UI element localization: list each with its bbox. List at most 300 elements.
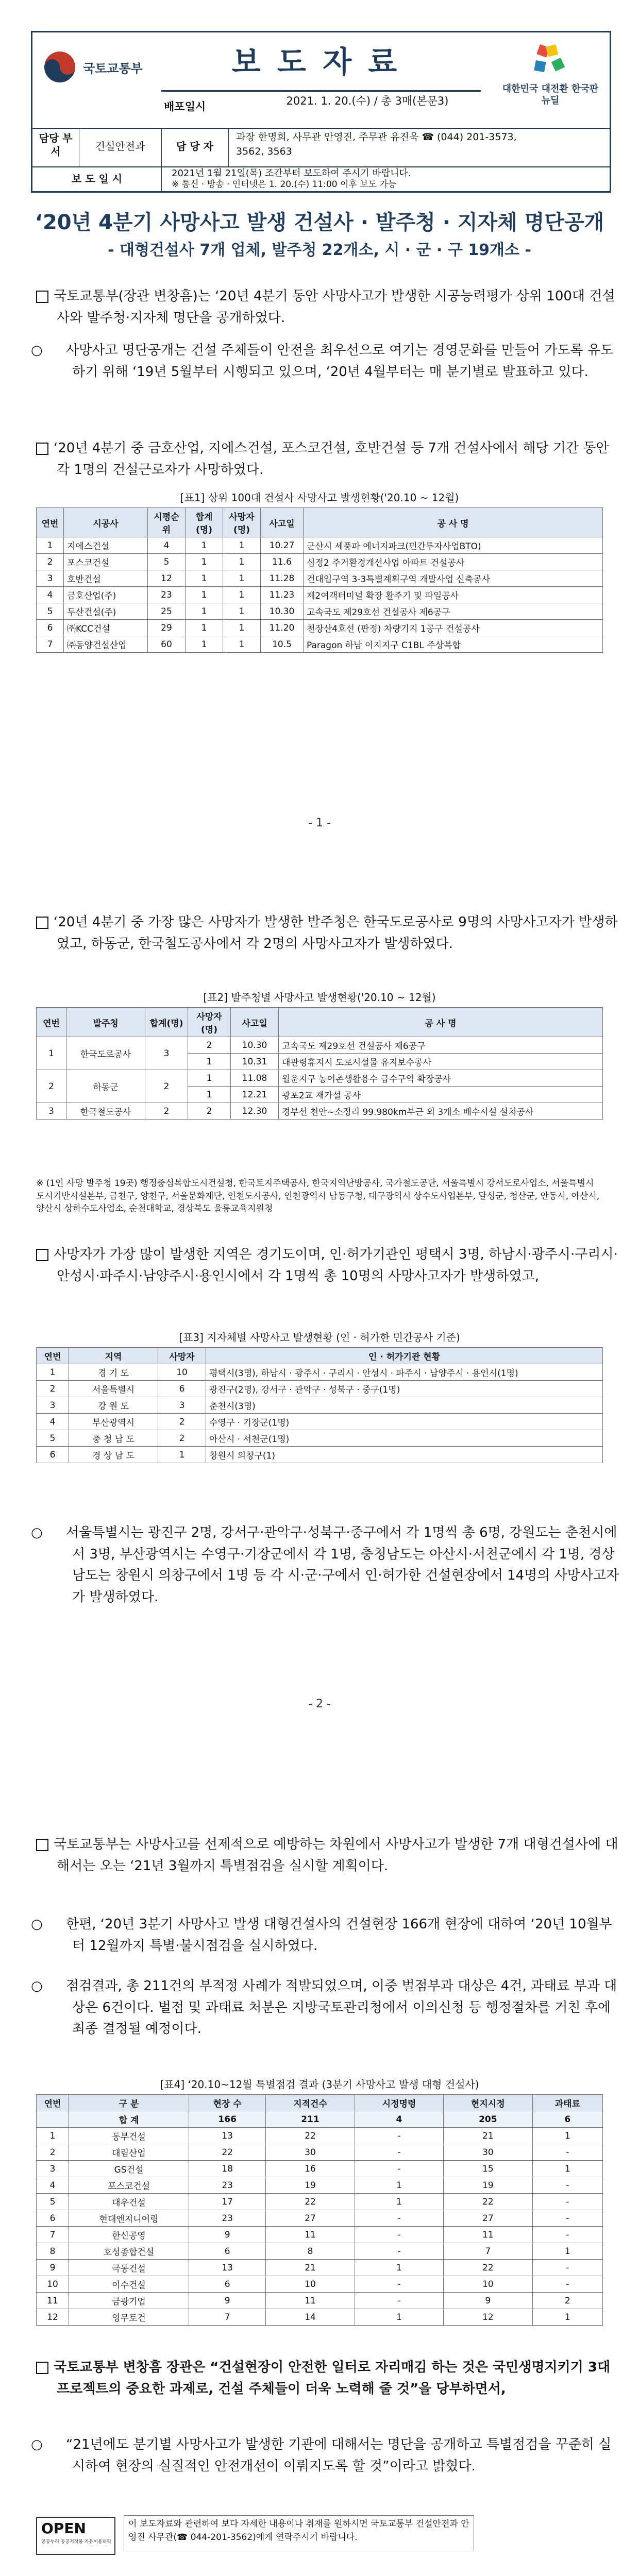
table-cell: 19	[444, 2177, 532, 2194]
table-cell: 포스코건설	[64, 554, 148, 570]
table3-block	[36, 1329, 603, 1463]
table-cell: 11	[37, 2293, 69, 2309]
table-cell: -	[355, 2293, 443, 2309]
table-cell: Paragon 하남 이지지구 C1BL 주상복합	[304, 636, 603, 653]
table-cell: 6	[37, 620, 64, 636]
paragraph-5a: ○ 한편, ‘20년 3분기 사망사고 발생 대형건설사의 건설현장 166개 현장에 대하여 ‘20년 10월부터 12월까지 특별·불시점검을 실시하였다.	[52, 1914, 624, 1957]
table-cell: 3	[37, 1397, 69, 1414]
table-cell: 경 기 도	[69, 1364, 158, 1381]
table-cell: 6	[37, 2210, 69, 2227]
table-cell: 호성종합건설	[69, 2243, 189, 2260]
table1-header: 시평순위	[148, 508, 186, 537]
table-cell: 금호산업(주)	[64, 587, 148, 603]
embargo-note: ※ 통신 · 방송 · 인터넷은 1. 20.(수) 11:00 이후 보도 가능	[172, 179, 397, 190]
table-cell: 16	[266, 2161, 355, 2177]
table-cell: 충 청 남 도	[69, 1430, 158, 1447]
table-cell: 대관령휴지시 도로시설물 유지보수공사	[279, 1054, 603, 1070]
square-bullet-icon	[36, 2362, 48, 2374]
distribution-label: 배포일시	[164, 100, 206, 113]
new-deal-text: 대한민국 대전환 한국판뉴딜	[502, 83, 599, 107]
table4	[36, 2094, 603, 2326]
table-cell: 두산건설(주)	[64, 603, 148, 620]
table-row	[37, 1364, 603, 1381]
table-cell: 1	[532, 2243, 602, 2260]
table4-caption: [표4] ‘20.10~12월 특별점검 결과 (3분기 사망사고 발생 대형 건설사)	[160, 2078, 479, 2091]
table-cell: 10	[266, 2276, 355, 2293]
table-row	[37, 2177, 603, 2194]
table4-header-row	[37, 2095, 603, 2111]
table4-header: 구 분	[69, 2095, 189, 2111]
table-cell: 2	[188, 1103, 231, 1120]
paragraph-5b: ○ 점검결과, 총 211건의 부적정 사례가 적발되었으며, 이중 벌점부과 대상은 4건, 과태료 부과 대상은 6건이다. 벌점 및 과태료 처분은 지방국토관리청에서 이의신청 등 행정절차를 거친 후에 최종 결정될 예정이다.	[52, 1976, 624, 2040]
table-cell: 19	[266, 2177, 355, 2194]
table-cell: 11	[444, 2227, 532, 2243]
table3-caption: [표3] 지자체별 사망사고 발생현황 (인 · 허가한 민간공사 기준)	[179, 1331, 460, 1344]
table-cell: 12	[444, 2309, 532, 2326]
table-cell: 부산광역시	[69, 1414, 158, 1430]
table-cell: 6	[158, 1381, 206, 1397]
table-cell: 한국도로공사	[66, 1037, 145, 1070]
table-cell: -	[532, 2276, 602, 2293]
table-cell: 10.30	[231, 1037, 279, 1054]
open-badge-sub: 공공누리 공공저작물 자유이용허락	[41, 2539, 112, 2545]
table-cell: GS건설	[69, 2161, 189, 2177]
table-cell	[37, 2111, 69, 2128]
table-cell: 22	[266, 2128, 355, 2144]
table-cell: -	[532, 2177, 602, 2194]
contact-notice: 이 보도자료와 관련하여 보다 자세한 내용이나 취재를 원하시면 국토교통부 건설안전과 안영진 사무관(☎ 044-201-3562)에게 연락주시기 바랍니다.	[124, 2515, 474, 2551]
table4-header: 현장 수	[189, 2095, 266, 2111]
table1-header: 합계(명)	[186, 508, 223, 537]
table-row	[37, 1037, 603, 1054]
table-row	[37, 2243, 603, 2260]
table-cell: 1	[186, 603, 223, 620]
table-cell: 1	[188, 1087, 231, 1103]
table-cell: 2	[145, 1070, 188, 1103]
table-cell: -	[532, 2227, 602, 2243]
table-cell: 11.28	[261, 570, 304, 587]
table-cell: 17	[189, 2194, 266, 2210]
table4-block	[36, 2076, 603, 2326]
table-cell: 1	[188, 1070, 231, 1087]
table-cell: 1	[223, 636, 261, 653]
table-cell: 경부선 천안~소정리 99.980km부근 외 3개소 배수시설 설치공사	[279, 1103, 603, 1120]
table-cell: 평택시(3명), 하남시 · 광주시 · 구리시 · 안성시 · 파주시 · 남양주시 · 용인시(1명)	[206, 1364, 603, 1381]
table3-header: 인 · 허가기관 현황	[206, 1348, 603, 1364]
table-row	[37, 2210, 603, 2227]
table-cell: -	[532, 2210, 602, 2227]
table1-header: 시공사	[64, 508, 148, 537]
table-cell: 1	[223, 620, 261, 636]
table-cell: 22	[444, 2194, 532, 2210]
table1-header-row	[37, 508, 603, 537]
table-cell: 9	[189, 2227, 266, 2243]
table2-caption: [표2] 발주청별 사망사고 발생현황('20.10 ~ 12월)	[203, 991, 436, 1004]
paragraph-3: ‘20년 4분기 중 가장 많은 사망자가 발생한 발주청은 한국도로공사로 9명의 사망사고자가 발생하였고, 하동군, 한국철도공사에서 각 2명의 사망사고자가 발생하였다.	[36, 912, 624, 955]
table-cell: 6	[189, 2276, 266, 2293]
table-cell: 1	[188, 1054, 231, 1070]
table-cell: 11	[266, 2227, 355, 2243]
table-cell: 10.31	[231, 1054, 279, 1070]
table-cell: 1	[355, 2194, 443, 2210]
table4-header: 시정명령	[355, 2095, 443, 2111]
table-cell: 2	[37, 1381, 69, 1397]
table-cell: 극동건설	[69, 2260, 189, 2276]
table-row	[37, 1447, 603, 1463]
table-cell: 1	[186, 537, 223, 554]
paragraph-1: 국토교통부(장관 변창흠)는 ‘20년 4분기 동안 사망사고가 발생한 시공능력평가 상위 100대 건설사와 발주청·지자체 명단을 공개하였다.	[36, 286, 624, 329]
table-cell: 고속국도 제29호선 건설공사 제6공구	[304, 603, 603, 620]
table-cell: 현대엔지니어링	[69, 2210, 189, 2227]
table-cell: 8	[37, 2243, 69, 2260]
table-cell: 2	[188, 1037, 231, 1054]
table-cell: 1	[186, 636, 223, 653]
paragraph-4: 사망자가 가장 많이 발생한 지역은 경기도이며, 인·허가기관인 평택시 3명, 하남시·광주시·구리시·안성시·파주시·남양주시·용인시에서 각 1명씩 총 10명의 사망사고자가 발생하였고,	[36, 1244, 624, 1287]
table-cell: 6	[37, 1447, 69, 1463]
table-cell: 1	[158, 1447, 206, 1463]
table1	[36, 507, 603, 653]
table-cell: 12.21	[231, 1087, 279, 1103]
press-title: 보 도 자 료	[231, 44, 400, 79]
table-cell: 12	[148, 570, 186, 587]
square-bullet-icon	[36, 917, 48, 929]
table-cell: -	[355, 2243, 443, 2260]
table-cell: -	[355, 2128, 443, 2144]
table-cell: 22	[266, 2194, 355, 2210]
table-cell: 14	[266, 2309, 355, 2326]
paragraph-1a: ○ 사망사고 명단공개는 건설 주체들이 안전을 최우선으로 여기는 경영문화를 만들어 가도록 유도하기 위해 ‘19년 5월부터 시행되고 있으며, ‘20년 4월부터는 매 분기별로 발표하고 있다.	[52, 340, 624, 383]
table-cell: 13	[189, 2260, 266, 2276]
table-cell: 아산시 · 서천군(1명)	[206, 1430, 603, 1447]
table-row	[37, 1103, 603, 1120]
table-cell: 건대입구역 3-3특별계획구역 개발사업 신축공사	[304, 570, 603, 587]
table-cell: 211	[266, 2111, 355, 2128]
table-cell: 27	[444, 2210, 532, 2227]
table-row	[37, 587, 603, 603]
table-cell: 1	[355, 2177, 443, 2194]
table-cell: 3	[145, 1037, 188, 1070]
table-cell: 심정2 주거환경개선사업 아파트 건설공사	[304, 554, 603, 570]
table1-header: 사고일	[261, 508, 304, 537]
table-cell: 한신공영	[69, 2227, 189, 2243]
ministry-logo	[42, 44, 160, 90]
ministry-emblem-icon	[42, 49, 78, 85]
table-cell: 천장산4호선 (판정) 차량기지 1공구 건설공사	[304, 620, 603, 636]
dept-label: 담당 부서	[39, 132, 73, 158]
table-cell: 1	[37, 1364, 69, 1381]
table-cell: 11.6	[261, 554, 304, 570]
table-cell: 금광기업	[69, 2293, 189, 2309]
table-cell: 5	[37, 1430, 69, 1447]
table-cell: 30	[444, 2144, 532, 2161]
circle-bullet-icon: ○	[31, 1525, 43, 1540]
square-bullet-icon	[36, 291, 48, 303]
table-cell: 60	[148, 636, 186, 653]
table-cell: 호반건설	[64, 570, 148, 587]
table-cell: 광진구(2명), 강서구 · 관악구 · 성북구 · 중구(1명)	[206, 1381, 603, 1397]
table-cell: -	[355, 2161, 443, 2177]
table-cell: 25	[148, 603, 186, 620]
table2	[36, 1007, 603, 1120]
table-cell: 10	[158, 1364, 206, 1381]
table-cell: 10	[37, 2276, 69, 2293]
table-cell: 10	[444, 2276, 532, 2293]
table-cell: 3	[37, 1103, 66, 1120]
staff-value: 과장 한명희, 사무관 안영진, 주무관 유진욱 ☎ (044) 201-3573, 3562, 3563	[236, 131, 517, 157]
table-cell: 지에스건설	[64, 537, 148, 554]
circle-bullet-icon: ○	[31, 2437, 43, 2452]
paragraph-6: 국토교통부 변창흠 장관은 “건설현장이 안전한 일터로 자리매김 하는 것은 국민생명지키기 3대 프로젝트의 중요한 과제로, 건설 주체들이 더욱 노력해 줄 것”을 당부하면서,	[36, 2357, 624, 2400]
table-cell: 강 원 도	[69, 1397, 158, 1414]
table-cell: 6	[189, 2243, 266, 2260]
table-row	[37, 1070, 603, 1087]
table3-header-row	[37, 1348, 603, 1364]
table-cell: 2	[158, 1430, 206, 1447]
table-cell: 5	[148, 554, 186, 570]
table-cell: 1	[223, 537, 261, 554]
table-cell: 군산시 세풍파 에너지파크(민간투자사업BTO)	[304, 537, 603, 554]
table1-header: 연번	[37, 508, 64, 537]
table-cell: 1	[186, 620, 223, 636]
table-cell: 22	[189, 2144, 266, 2161]
table4-header: 지적건수	[266, 2095, 355, 2111]
table-cell: 4	[37, 587, 64, 603]
table2-header-row	[37, 1008, 603, 1037]
table-cell: 1	[223, 570, 261, 587]
table-cell: -	[355, 2227, 443, 2243]
table2-header: 공 사 명	[279, 1008, 603, 1037]
embargo-value: 2021년 1월 21일(목) 조간부터 보도하여 주시기 바랍니다.	[172, 168, 411, 179]
table-cell: -	[532, 2260, 602, 2276]
table-cell: -	[355, 2276, 443, 2293]
table2-header: 합계(명)	[145, 1008, 188, 1037]
table-cell: 4	[37, 2177, 69, 2194]
table-cell: 21	[266, 2260, 355, 2276]
table-cell: 7	[444, 2243, 532, 2260]
table-cell: 합 계	[69, 2111, 189, 2128]
table1-header: 공 사 명	[304, 508, 603, 537]
table-cell: 15	[444, 2161, 532, 2177]
table-cell: 7	[37, 636, 64, 653]
table4-total-row	[37, 2111, 603, 2128]
table-cell: 11.23	[261, 587, 304, 603]
table-cell: -	[355, 2210, 443, 2227]
staff-label: 담 당 자	[176, 140, 213, 152]
table-cell: 3	[37, 570, 64, 587]
ministry-name: 국토교통부	[83, 61, 143, 76]
table-row	[37, 1430, 603, 1447]
paragraph-6a: ○ “21년에도 분기별 사망사고가 발생한 기관에 대해서는 명단을 공개하고 특별점검을 꾸준히 실시하여 현장의 실질적인 안전개선이 이뤄지도록 할 것”이라고 밝혔다.	[52, 2434, 624, 2477]
table-cell: 166	[189, 2111, 266, 2128]
table-cell: 2	[532, 2293, 602, 2309]
table-cell: 7	[37, 2227, 69, 2243]
table-cell: 10.30	[261, 603, 304, 620]
table-cell: 2	[37, 2144, 69, 2161]
paragraph-5: 국토교통부는 사망사고를 선제적으로 예방하는 차원에서 사망사고가 발생한 7개 대형건설사에 대해서는 오는 ‘21년 3월까지 특별점검을 실시할 계획이다.	[36, 1834, 624, 1877]
page-number: - 2 -	[308, 1698, 331, 1710]
press-header	[31, 31, 611, 193]
table-cell: 수영구 · 기장군(1명)	[206, 1414, 603, 1430]
table-cell: 3	[37, 2161, 69, 2177]
table-row	[37, 2144, 603, 2161]
table-cell: 9	[189, 2293, 266, 2309]
table-cell: 1	[532, 2161, 602, 2177]
table-cell: 30	[266, 2144, 355, 2161]
table-cell: 2	[37, 554, 64, 570]
table-cell: 영무토건	[69, 2309, 189, 2326]
table-cell: 2	[158, 1414, 206, 1430]
note-1: ※ (1인 사망 발주청 19곳) 행정중심복합도시건설청, 한국토지주택공사, 한국지역난방공사, 국가철도공단, 서울특별시 강서도로사업소, 서울특별시 도시기반시설본부, 금천구, 양천구, 서울문화재단, 인천도시공사, 인천광역시 남동구청, 대구광역시 상수도사업본부, 달성군, 청산군, 안동시, 아산시, 양산시 상하수도사업소, 순천대학교, 경상북도 울릉교육지원청	[36, 1178, 600, 1214]
table-cell: 205	[444, 2111, 532, 2128]
table-cell: -	[532, 2194, 602, 2210]
table4-header: 현지시정	[444, 2095, 532, 2111]
table-cell: 7	[189, 2309, 266, 2326]
table-row	[37, 2276, 603, 2293]
table-row	[37, 570, 603, 587]
table-cell: 경 상 남 도	[69, 1447, 158, 1463]
table-cell: 4	[355, 2111, 443, 2128]
table-cell: 1	[355, 2309, 443, 2326]
table-cell: 1	[186, 554, 223, 570]
paragraph-2: ‘20년 4분기 중 금호산업, 지에스건설, 포스코건설, 호반건설 등 7개 건설사에서 해당 기간 동안 각 1명의 건설근로자가 사망하였다.	[36, 438, 624, 481]
table-cell: 12	[37, 2309, 69, 2326]
table2-header: 연번	[37, 1008, 66, 1037]
table-cell: 23	[189, 2210, 266, 2227]
table-row	[37, 620, 603, 636]
table-cell: 9	[37, 2260, 69, 2276]
table-cell: 18	[189, 2161, 266, 2177]
table-row	[37, 2260, 603, 2276]
table-cell: 1	[355, 2260, 443, 2276]
table-cell: 12.30	[231, 1103, 279, 1120]
table-cell: -	[532, 2144, 602, 2161]
table-row	[37, 636, 603, 653]
table-cell: 23	[189, 2177, 266, 2194]
table-cell: 8	[266, 2243, 355, 2260]
table3-header: 사망자	[158, 1348, 206, 1364]
table-cell: 29	[148, 620, 186, 636]
table-row	[37, 2309, 603, 2326]
circle-bullet-icon: ○	[31, 343, 43, 358]
table-row	[37, 537, 603, 554]
footer-notice-block	[36, 2514, 603, 2555]
table-row	[37, 603, 603, 620]
document-subtitle: - 대형건설사 7개 업체, 발주청 22개소, 시 · 군 · 구 19개소 -	[108, 241, 531, 259]
table-cell: 11	[266, 2293, 355, 2309]
table-cell: 대우건설	[69, 2194, 189, 2210]
table-cell: 9	[444, 2293, 532, 2309]
table-cell: 11.20	[261, 620, 304, 636]
table2-header: 사망자(명)	[188, 1008, 231, 1037]
table-row	[37, 2194, 603, 2210]
document-title: ‘20년 4분기 사망사고 발생 건설사 · 발주청 · 지자체 명단공개	[35, 211, 604, 234]
table-row	[37, 554, 603, 570]
table2-header: 사고일	[231, 1008, 279, 1037]
dept-value: 건설안전과	[95, 140, 145, 152]
table-cell: 5	[37, 2194, 69, 2210]
square-bullet-icon	[36, 443, 48, 455]
square-bullet-icon	[36, 1249, 48, 1261]
table-cell: 1	[37, 1037, 66, 1070]
table-cell: 1	[223, 554, 261, 570]
table-row	[37, 1414, 603, 1430]
table-cell: 춘천시(3명)	[206, 1397, 603, 1414]
paragraph-4a: ○ 서울특별시는 광진구 2명, 강서구·관악구·성북구·중구에서 각 1명씩 총 6명, 강원도는 춘천시에서 3명, 부산광역시는 수영구·기장군에서 각 1명, 충청남도는 아산시·서천군에서 각 1명, 경상남도는 창원시 의창구에서 1명 등 각 시·군·구에서 인·허가한 건설현장에서 14명의 사망사고자가 발생하였다.	[52, 1522, 624, 1608]
table-cell: 2	[37, 1070, 66, 1103]
page-number: - 1 -	[308, 817, 331, 829]
table-cell: 1	[186, 587, 223, 603]
table-cell: 이수건설	[69, 2276, 189, 2293]
embargo-label: 보 도 일 시	[71, 173, 123, 185]
table-cell: 6	[532, 2111, 602, 2128]
table4-header: 연번	[37, 2095, 69, 2111]
table-cell: 광포2교 재가설 공사	[279, 1087, 603, 1103]
table-cell: 한국철도공사	[66, 1103, 145, 1120]
table4-header: 과태료	[532, 2095, 602, 2111]
table2-block	[36, 989, 603, 1120]
table-cell: 고속국도 제29호선 건설공사 제6공구	[279, 1037, 603, 1054]
table-cell: ㈜동양건설산업	[64, 636, 148, 653]
table3	[36, 1347, 603, 1463]
table-row	[37, 1397, 603, 1414]
table3-header: 연번	[37, 1348, 69, 1364]
table-cell: 1	[532, 2309, 602, 2326]
table-cell: 21	[444, 2128, 532, 2144]
table-cell: 1	[223, 603, 261, 620]
table-cell: 11.08	[231, 1070, 279, 1087]
square-bullet-icon	[36, 1839, 48, 1851]
table-cell: 제2여객터미널 확장 활주기 및 파일공사	[304, 587, 603, 603]
table1-block	[36, 489, 603, 653]
table-cell: 서울특별시	[69, 1381, 158, 1397]
table-cell: 월운지구 농어촌생활용수 급수구역 확장공사	[279, 1070, 603, 1087]
table-row	[37, 2161, 603, 2177]
table-cell: 1	[532, 2128, 602, 2144]
table-cell: 1	[37, 2128, 69, 2144]
table-row	[37, 2128, 603, 2144]
distribution-value: 2021. 1. 20.(수) / 총 3매(본문3)	[286, 95, 449, 107]
table-cell: 22	[444, 2260, 532, 2276]
table-cell: 5	[37, 603, 64, 620]
new-deal-emblem-icon	[530, 43, 566, 79]
table-cell: 4	[148, 537, 186, 554]
table-cell: 대림산업	[69, 2144, 189, 2161]
table-cell: -	[355, 2144, 443, 2161]
table-cell: 23	[148, 587, 186, 603]
table-cell: 3	[158, 1397, 206, 1414]
table-cell: 13	[189, 2128, 266, 2144]
table-cell: 1	[37, 537, 64, 554]
table-row	[37, 2227, 603, 2243]
table1-caption: [표1] 상위 100대 건설사 사망사고 발생현황('20.10 ~ 12월)	[180, 492, 459, 504]
circle-bullet-icon: ○	[31, 1917, 43, 1932]
table-cell: 27	[266, 2210, 355, 2227]
table1-header: 사망자(명)	[223, 508, 261, 537]
circle-bullet-icon: ○	[31, 1978, 43, 1994]
table2-header: 발주청	[66, 1008, 145, 1037]
new-deal-logo	[499, 43, 602, 125]
table-row	[37, 1381, 603, 1397]
open-license-badge	[36, 2517, 115, 2555]
table-cell: 10.27	[261, 537, 304, 554]
table-cell: 1	[186, 570, 223, 587]
table-cell: 포스코건설	[69, 2177, 189, 2194]
table-cell: 4	[37, 1414, 69, 1430]
table-row	[37, 2293, 603, 2309]
table-cell: 창원시 의창구(1)	[206, 1447, 603, 1463]
table-cell: 동부건설	[69, 2128, 189, 2144]
table3-header: 지역	[69, 1348, 158, 1364]
